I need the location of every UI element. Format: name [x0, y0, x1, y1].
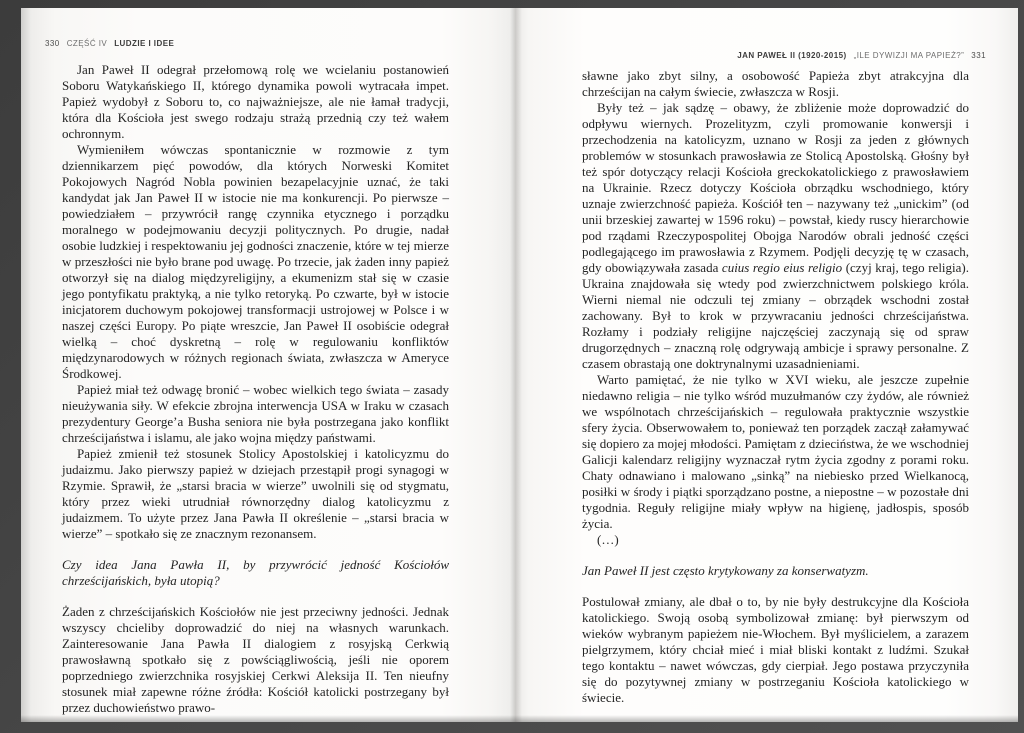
paragraph: Postulował zmiany, ale dbał o to, by nie były destrukcyjne dla Kościoła katolickiego. Swoją osobą symbolizował zmianę: był pierwszym od wieków wybranym papieżem nie-Włochem. Był myślicielem, a zarazem pielgrzymem, który chciał mieć i miał bliski kontakt z ludźmi. Szukał tego kontaktu – nawet wówczas, gdy cierpiał. Jego postawa przyczyniła się do pozytywnej zmiany w postrzeganiu Kościoła katolickiego w świecie.: [582, 594, 969, 705]
running-header-right: [582, 51, 986, 60]
left-page-text: [62, 62, 449, 716]
chapter-title: JAN PAWEŁ II (1920-2015): [737, 51, 847, 60]
paragraph: Żaden z chrześcijańskich Kościołów nie jest przeciwny jedności. Jednak wszyscy chcieliby doprowadzić do niej na własnych warunkach. Zainteresowanie Jana Pawła II dialogiem z rosyjską Cerkwią prawosławną spotkało się z powściągliwością, jeśli nie oporem poprzedniego zwierzchnika rosyjskiej Cerkwi Aleksija II. Ten nieufny stosunek miał zapewne różne źródła: Kościół katolicki postrzegany był przez duchowieństwo prawo-: [62, 604, 449, 715]
book-spread: [21, 8, 1018, 722]
right-page: [515, 8, 1018, 722]
page-gutter: [510, 8, 522, 722]
latin-phrase: cuius regio eius religio: [718, 260, 843, 275]
page-number: 330: [45, 39, 60, 48]
paragraph: sławne jako zbyt silny, a osobowość Papieża zbyt atrakcyjna dla chrześcijan na całym świecie, zwłaszcza w Rosji.: [582, 68, 969, 99]
left-page: [21, 8, 515, 722]
page-number: 331: [971, 51, 986, 60]
interviewer-question: Jan Paweł II jest często krytykowany za konserwatyzm.: [582, 563, 869, 578]
right-page-text: [582, 68, 969, 706]
section-label: CZĘŚĆ IV: [66, 39, 108, 48]
interviewer-question: Czy idea Jana Pawła II, by przywrócić jedność Kościołów chrześcijańskich, była utopią?: [62, 557, 449, 588]
paragraph: Papież miał też odwagę bronić – wobec wielkich tego świata – zasady nieużywania siły. W efekcie zbrojna interwencja USA w Iraku w czasach prezydentury George’a Busha seniora nie była postrzegana jako konflikt chrześcijaństwa i islamu, ale jako wojna między państwami.: [62, 382, 449, 445]
ellipsis-marker: (…): [597, 532, 619, 547]
paragraph: Papież zmienił też stosunek Stolicy Apostolskiej i katolicyzmu do judaizmu. Jako pierwszy papież w dziejach przestąpił progi synagogi w Rzymie. Sprawił, że „starsi bracia w wierze” uwolnili się od stygmatu, który przez wieki utrudniał równorzędny dialog katolicyzmu z judaizmem. To użyte przez Jana Pawła II określenie – „starsi bracia w wierze” – spotkało się ze znacznym rezonansem.: [62, 446, 449, 541]
paragraph-text: (czyj kraj, tego religia). Ukraina znajdowała się wtedy pod zwierzchnictwem polskiego króla. Wierni niemal nie odczuli tej zmiany – obrządek wschodni został zachowany. Był to krok w przywracaniu jedności chrześcijaństwa. Rozłamy i podziały religijne najczęściej zaczynają się od spraw drugorzędnych – znaczną rolę odgrywają ambicje i sprawy personalne. Z czasem obrastają one doktrynalnymi uzasadnieniami.: [582, 260, 969, 371]
paragraph: Jan Paweł II odegrał przełomową rolę we wcielaniu postanowień Soboru Watykańskiego II, którego dynamika powoli wytracała impet. Papież wydobył z Soboru to, co najważniejsze, ale nie łamał tradycji, która dla Kościoła jest swego rodzaju strażą przednią czy też wałem ochronnym.: [62, 62, 449, 141]
paragraph: Warto pamiętać, że nie tylko w XVI wieku, ale jeszcze zupełnie niedawno religia – nie tylko wśród muzułmanów czy żydów, ale również we wspólnotach chrześcijańskich – regulowała praktycznie wszystkie sfery życia. Obserwowałem to, ponieważ ten porządek zaczął załamywać się dopiero za mojej młodości. Pamiętam z dzieciństwa, że we wschodniej Galicji kalendarz religijny wyznaczał rytm życia zgodny z porami roku. Chaty odnawiano i malowano „sinką” na niebiesko przed Wielkanocą, posiłki w środy i piątki sporządzano postne, a niepostne – w pozostałe dni tygodnia. Reguły religijne miały wpływ na higienę, jadłospis, sposób życia.: [582, 372, 969, 531]
paragraph: Wymieniłem wówczas spontanicznie w rozmowie z tym dziennikarzem pięć powodów, dla których Norweski Komitet Pokojowych Nagród Nobla powinien bezapelacyjnie uznać, że taki kandydat jak Jan Paweł II w istocie nie ma konkurencji. Po pierwsze – powiedziałem – przywrócił rangę czynnika etycznego i porządku moralnego w podejmowaniu decyzji politycznych. Po drugie, nadał osobie ludzkiej i respektowaniu jej godności znaczenie, które w tej mierze w przeszłości nie było brane pod uwagę. Po trzecie, jak żaden inny papież otworzył się na dialog międzyreligijny, a ekumenizm stał się w czasie jego pontyfikatu praktyką, a nie tylko retoryką. Po czwarte, był w istocie inicjatorem duchowym pokojowej transformacji ustrojowej w Polsce i w naszej części Europy. Po piąte wreszcie, Jan Paweł II osobiście odegrał wielką – choć dyskretną – rolę w regulowaniu konfliktów międzynarodowych w różnych regionach świata, zwłaszcza w Ameryce Środkowej.: [62, 142, 449, 381]
running-header-left: [45, 39, 174, 48]
paragraph-text: Były też – jak sądzę – obawy, że zbliżenie może doprowadzić do odpływu wiernych. Prozelityzm, czyli promowanie konwersji i przechodzenia na katolicyzm, uznano w Rosji za jeden z głównych problemów w stosunkach prawosławia ze Stolicą Apostolską. Głośny był też spór dotyczący relacji Kościoła greckokatolickiego z prawosławiem na Ukrainie. Rzecz dotyczy Kościoła obrządku wschodniego, który uznaje zwierzchność papieża. Kościół ten – nazywany też „unickim” (od unii brzeskiej zawartej w 1596 roku) – powstał, kiedy ruscy hierarchowie pod rządami Rzeczypospolitej Obojga Narodów obrali jedność części podlegającego im prawosławia z Rzymem. Podjęli decyzję tę w czasach, gdy obowiązywała zasada: [582, 100, 969, 275]
chapter-subtitle: „ILE DYWIZJI MA PAPIEŻ?”: [853, 51, 965, 60]
paragraph: [582, 100, 969, 372]
section-title: LUDZIE I IDEE: [114, 39, 175, 48]
